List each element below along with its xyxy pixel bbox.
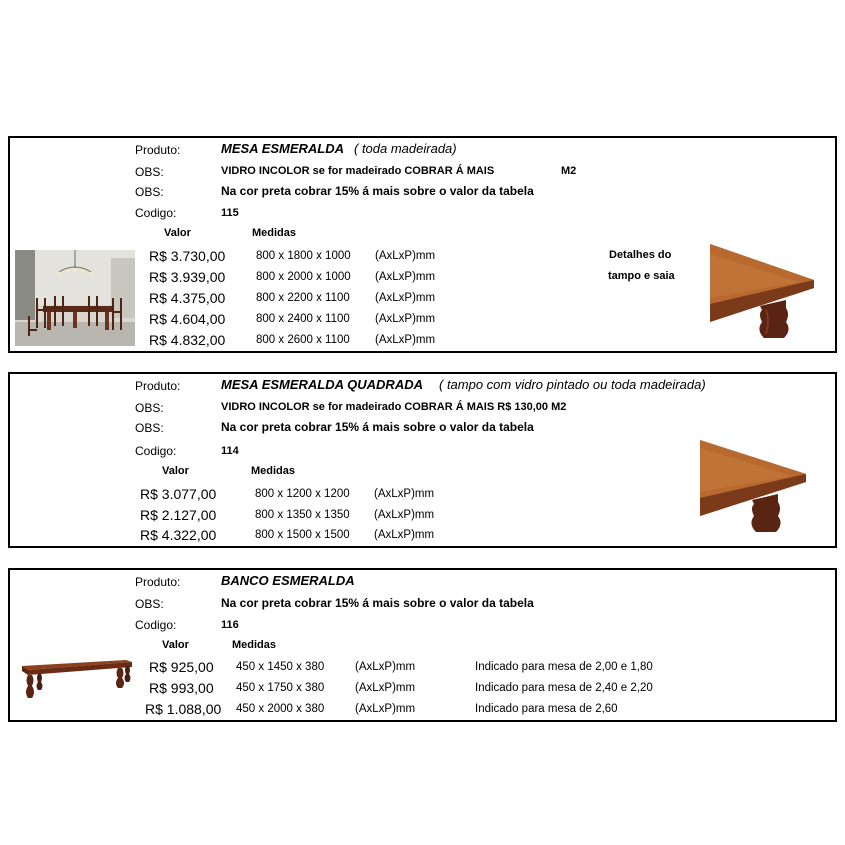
size-value: 450 x 1450 x 380	[236, 661, 325, 673]
unit-value: (AxLxP)mm	[374, 509, 435, 521]
price-value: R$ 4.375,00	[149, 290, 226, 306]
size-value: 800 x 2400 x 1100	[256, 313, 350, 325]
obs-black-color-note: Na cor preta cobrar 15% á mais sobre o valor da tabela	[221, 420, 534, 434]
obs-label: OBS:	[135, 185, 164, 199]
detail-caption-line1: Detalhes do	[609, 249, 672, 261]
bench-photo	[18, 658, 134, 706]
medidas-header: Medidas	[232, 639, 277, 651]
unit-value: (AxLxP)mm	[375, 313, 436, 325]
produto-label: Produto:	[135, 143, 181, 157]
size-value: 800 x 1200 x 1200	[255, 488, 350, 500]
obs-black-color-note: Na cor preta cobrar 15% á mais sobre o valor da tabela	[221, 596, 534, 610]
codigo-label: Codigo:	[135, 618, 177, 632]
product-name-note: ( toda madeirada)	[354, 141, 457, 156]
price-value: R$ 4.832,00	[149, 332, 226, 348]
table-top-detail-photo	[710, 244, 816, 340]
product-code: 114	[221, 445, 239, 457]
valor-header: Valor	[164, 227, 191, 239]
price-value: R$ 3.077,00	[140, 486, 217, 502]
unit-value: (AxLxP)mm	[375, 292, 436, 304]
unit-value: (AxLxP)mm	[374, 488, 435, 500]
price-value: R$ 1.088,00	[145, 701, 222, 717]
price-value: R$ 993,00	[149, 680, 214, 696]
size-value: 450 x 1750 x 380	[236, 682, 325, 694]
product-name: BANCO ESMERALDA	[221, 573, 355, 588]
dining-room-photo	[15, 250, 135, 346]
obs-label: OBS:	[135, 597, 164, 611]
codigo-label: Codigo:	[135, 444, 177, 458]
product-card-banco-esmeralda	[8, 568, 837, 722]
obs-black-color-note: Na cor preta cobrar 15% á mais sobre o valor da tabela	[221, 184, 534, 198]
price-value: R$ 925,00	[149, 659, 214, 675]
unit-value: (AxLxP)mm	[355, 661, 416, 673]
obs-glass-note: VIDRO INCOLOR se for madeirado COBRAR Á MAIS	[221, 165, 495, 177]
product-card-mesa-esmeralda	[8, 136, 837, 353]
size-value: 800 x 1500 x 1500	[255, 529, 350, 541]
product-name: MESA ESMERALDA QUADRADA	[221, 377, 423, 392]
valor-header: Valor	[162, 639, 189, 651]
produto-label: Produto:	[135, 379, 181, 393]
recommendation-note: Indicado para mesa de 2,60	[475, 703, 618, 715]
size-value: 800 x 2200 x 1100	[256, 292, 350, 304]
size-value: 450 x 2000 x 380	[236, 703, 325, 715]
unit-value: (AxLxP)mm	[375, 334, 436, 346]
codigo-label: Codigo:	[135, 206, 177, 220]
produto-label: Produto:	[135, 575, 181, 589]
size-value: 800 x 1350 x 1350	[255, 509, 350, 521]
price-value: R$ 4.322,00	[140, 527, 217, 543]
obs-glass-note: VIDRO INCOLOR se for madeirado COBRAR Á MAIS R$ 130,00 M2	[221, 401, 567, 413]
unit-value: (AxLxP)mm	[375, 271, 436, 283]
unit-value: (AxLxP)mm	[375, 250, 436, 262]
product-name-note: ( tampo com vidro pintado ou toda madeirada)	[439, 377, 706, 392]
obs-label: OBS:	[135, 421, 164, 435]
size-value: 800 x 2000 x 1000	[256, 271, 351, 283]
product-code: 115	[221, 207, 239, 219]
unit-value: (AxLxP)mm	[355, 703, 416, 715]
medidas-header: Medidas	[251, 465, 296, 477]
recommendation-note: Indicado para mesa de 2,40 e 2,20	[475, 682, 653, 694]
product-code: 116	[221, 619, 239, 631]
obs-label: OBS:	[135, 165, 164, 179]
medidas-header: Medidas	[252, 227, 297, 239]
table-top-detail-photo	[700, 440, 810, 536]
obs-glass-unit: M2	[561, 165, 577, 177]
obs-label: OBS:	[135, 401, 164, 415]
size-value: 800 x 1800 x 1000	[256, 250, 351, 262]
price-value: R$ 3.939,00	[149, 269, 226, 285]
unit-value: (AxLxP)mm	[355, 682, 416, 694]
price-value: R$ 3.730,00	[149, 248, 226, 264]
unit-value: (AxLxP)mm	[374, 529, 435, 541]
valor-header: Valor	[162, 465, 189, 477]
recommendation-note: Indicado para mesa de 2,00 e 1,80	[475, 661, 653, 673]
size-value: 800 x 2600 x 1100	[256, 334, 350, 346]
product-name: MESA ESMERALDA	[221, 141, 345, 156]
price-value: R$ 2.127,00	[140, 507, 217, 523]
detail-caption-line2: tampo e saia	[608, 270, 675, 282]
product-card-mesa-esmeralda-quadrada	[8, 372, 837, 548]
price-value: R$ 4.604,00	[149, 311, 226, 327]
